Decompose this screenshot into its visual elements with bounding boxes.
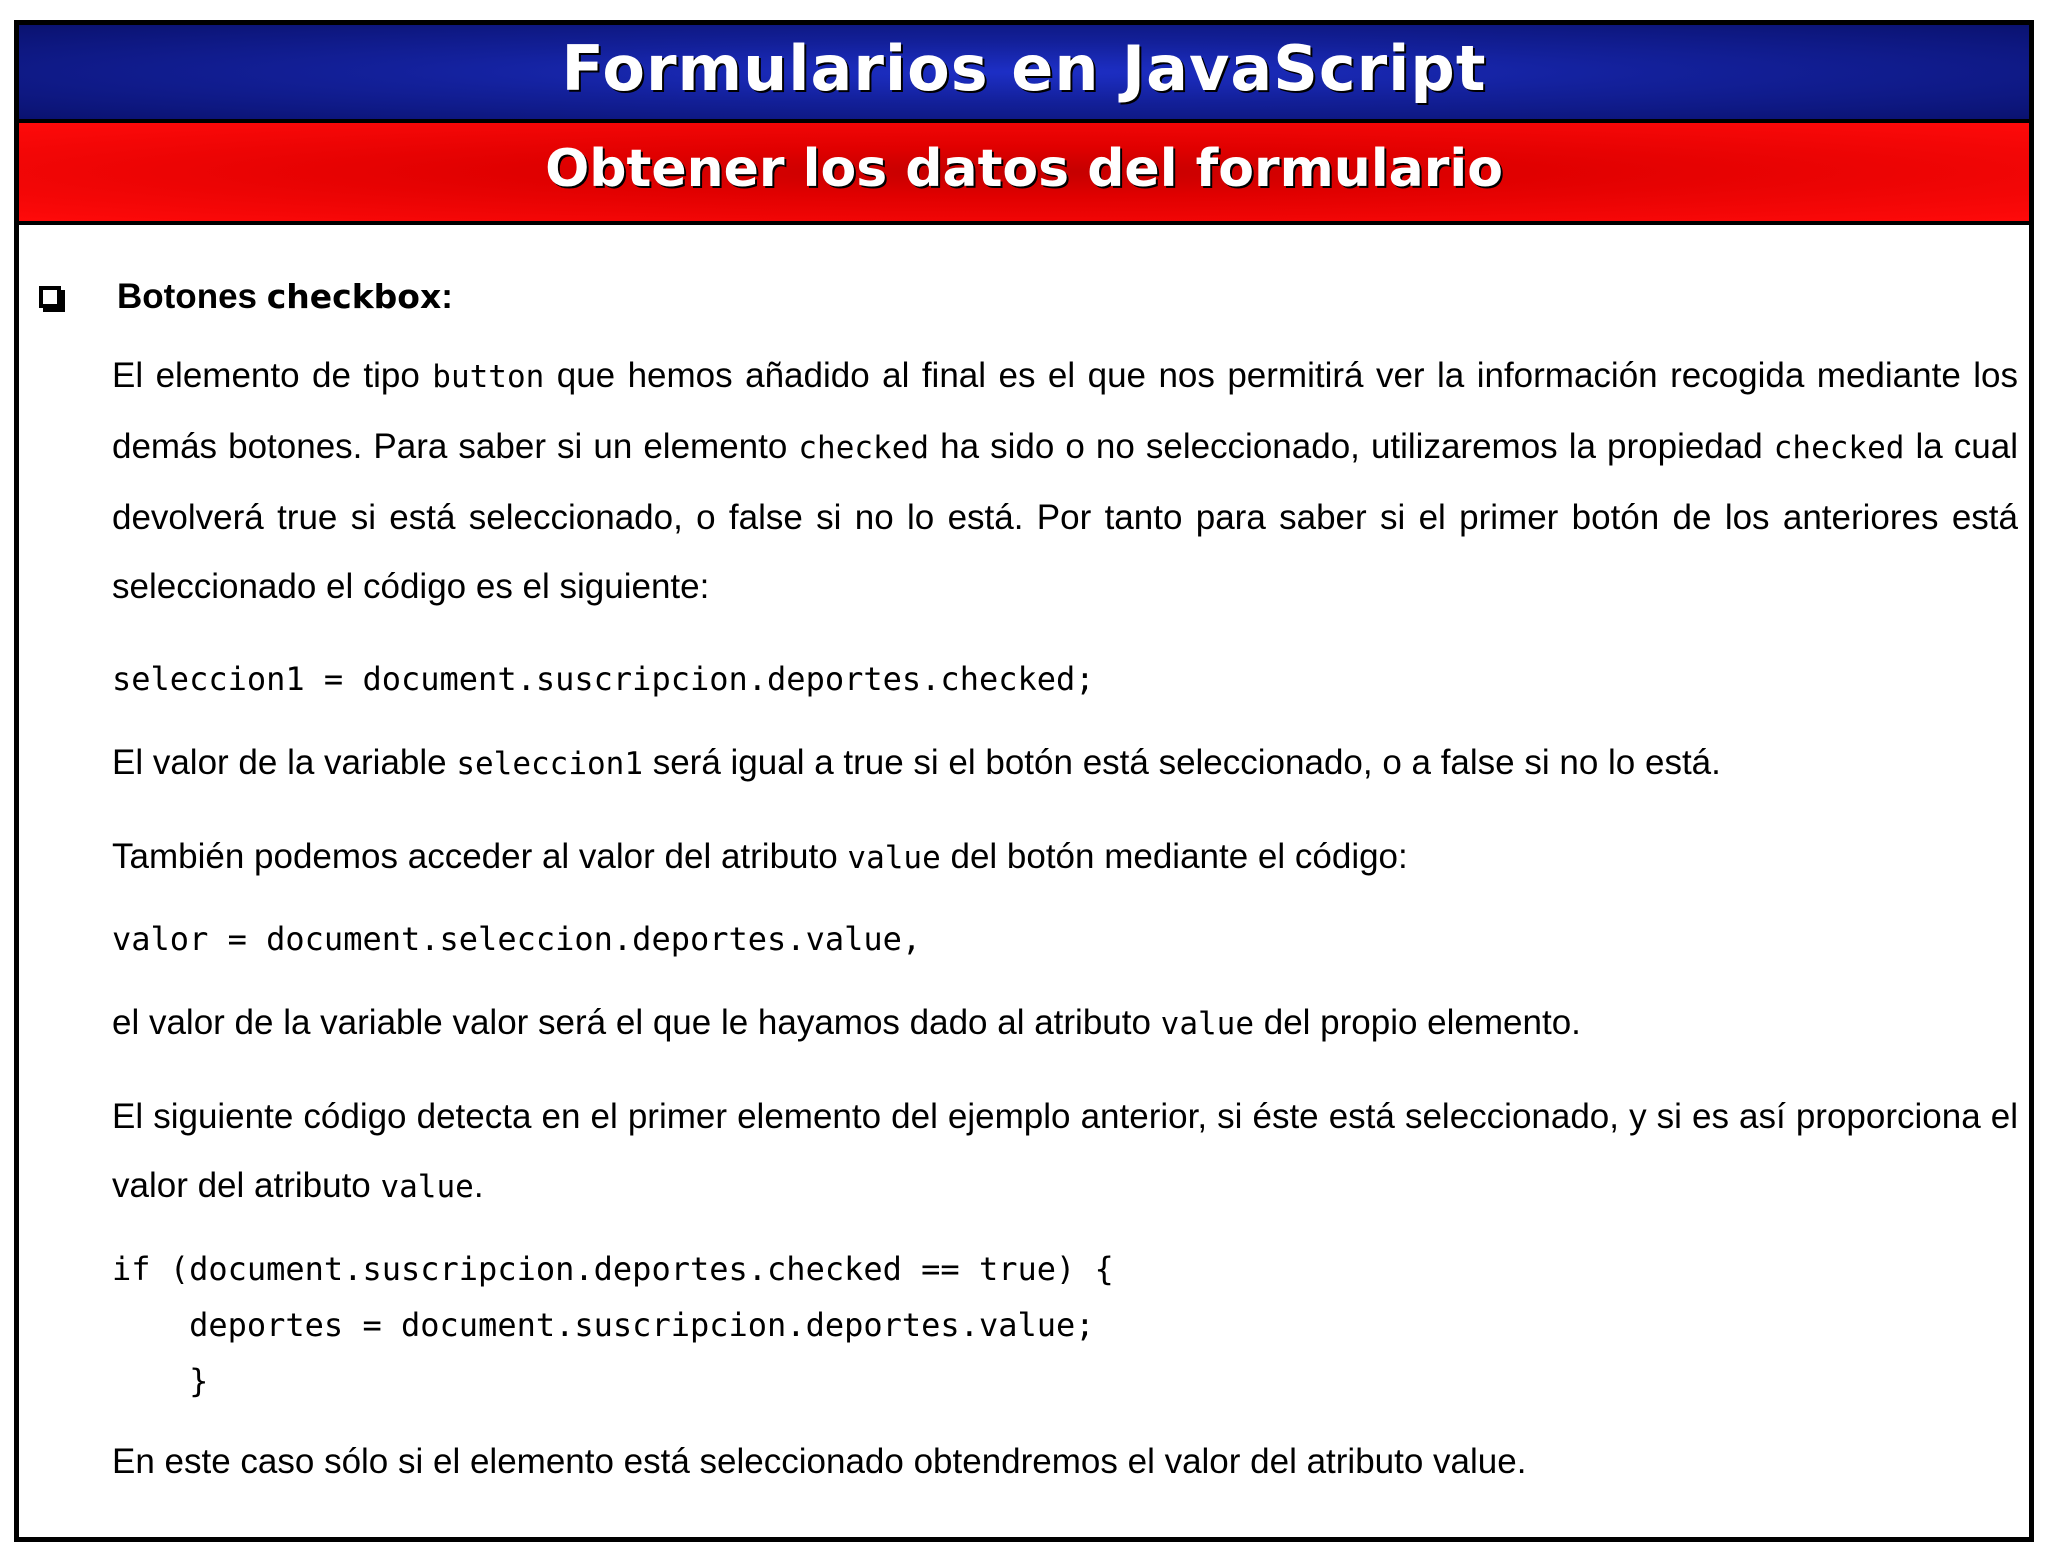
code-block-2: valor = document.seleccion.deportes.value, [112,920,922,958]
paragraph-text: será igual a true si el botón está seleccionado, o a false si no lo está. [642,743,1721,782]
slide-frame [14,20,2034,1542]
title-bar [19,25,2029,123]
inline-code: value [380,1169,474,1205]
subtitle-bar [19,123,2029,225]
section-title [117,277,453,317]
slide-subtitle: Obtener los datos del formulario [545,139,1503,199]
inline-code: button [432,359,545,395]
code-block-3-line-3: } [112,1362,209,1400]
paragraph-text: . [473,1166,484,1205]
code-block-3-line-2: deportes = document.suscripcion.deportes.value; [112,1306,1095,1344]
paragraph-text: el valor de la variable valor será el que le hayamos dado al atributo [112,1003,1161,1042]
paragraph-text: ha sido o no seleccionado, utilizaremos la propiedad [929,427,1774,466]
checkbox-bullet-icon [39,286,61,308]
paragraph-text: También podemos acceder al valor del atributo [112,837,848,876]
section-title-code: checkbox [266,277,442,316]
paragraph-text: El elemento de tipo [112,356,433,395]
paragraph-text: El valor de la variable [112,743,457,782]
paragraph-text: del botón mediante el código: [940,837,1408,876]
section-title-prefix: Botones [117,277,267,316]
code-block-1: seleccion1 = document.suscripcion.deportes.checked; [112,660,1095,698]
paragraph-4 [112,988,2018,1059]
section-heading [39,277,453,317]
paragraph-1 [112,341,2018,621]
paragraph-6: En este caso sólo si el elemento está seleccionado obtendremos el valor del atributo value. [112,1442,1527,1481]
inline-code: value [1160,1006,1254,1042]
paragraph-text: la cual devolverá true si está seleccionado, o false si no lo está. Por tanto para saber si el primer botón de los anteriores está seleccionado el código es el siguiente: [112,427,2018,606]
paragraph-text: El siguiente código detecta en el primer elemento del ejemplo anterior, si éste está seleccionado, y si es así proporciona el valor del atributo [112,1097,2018,1205]
inline-code: value [847,840,941,876]
section-title-suffix: : [441,277,453,316]
paragraph-5 [112,1082,2018,1222]
inline-code: checked [1773,430,1905,466]
paragraph-text: del propio elemento. [1254,1003,1581,1042]
inline-code: seleccion1 [456,746,643,782]
paragraph-text: que hemos añadido al final es el que nos permitirá ver la información recogida mediante los demás botones. Para saber si un elemento [112,356,2018,466]
slide-title: Formularios en JavaScript [561,32,1487,105]
code-block-3-line-1: if (document.suscripcion.deportes.checked == true) { [112,1250,1114,1288]
paragraph-3 [112,822,2018,893]
inline-code: checked [798,430,930,466]
paragraph-2 [112,728,2018,799]
